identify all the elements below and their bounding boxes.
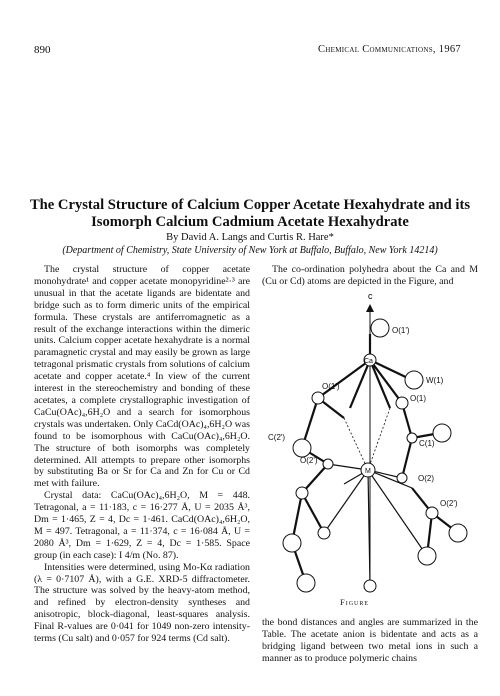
atom-o1 [396, 397, 408, 409]
label-m: M [365, 468, 371, 475]
label-o2p-right: O(2') [440, 499, 458, 508]
label-o1: O(1) [410, 394, 426, 403]
label-o1p-top: O(1') [392, 326, 410, 335]
atom-bottom-left-outer [283, 534, 301, 552]
left-column [34, 264, 250, 645]
label-o2p-left: O(2') [300, 456, 318, 465]
atom-bottom-left-o [318, 527, 330, 539]
journal-header: Chemical Communications, 1967 [318, 44, 461, 55]
article-title [20, 197, 480, 231]
atom-bottom-axis [364, 580, 376, 592]
atom-c2p-right [433, 424, 451, 442]
atom-c2p-left [293, 439, 311, 457]
label-ca: Ca [364, 358, 373, 365]
page-number: 890 [34, 44, 51, 56]
label-w1: W(1) [426, 376, 444, 385]
atom-w1 [405, 371, 423, 389]
paragraph-coordination: The co-ordination polyhedra about the Ca and M (Cu or Cd) atoms are depicted in the Figure, and [262, 264, 478, 287]
atom-bottom-right-c [426, 507, 438, 519]
right-column-top [262, 264, 478, 288]
atom-o2 [397, 473, 407, 483]
paragraph-bond-distances: the bond distances and angles are summarized in the Table. The acetate anion is bidentate and acts as a bridging ligand between two metal ions in such a manner as to produce polymeric chains [262, 617, 478, 664]
affiliation: (Department of Chemistry, State University of New York at Buffalo, Buffalo, New York 14214) [62, 245, 438, 256]
paragraph-crystal-data: Crystal data: CaCu(OAc)₄,6H₂O, M = 448. Tetragonal, a = 11·183, c = 16·277 Å, U = 2035 Å³, Dm = 1·465, Z = 4, Dc = 1·461. CaCd(OAc)₄,6H₂O, M = 497. Tetragonal, a = 11·374, c = 16·084 Å, U = 2080 Å³, Dm = 1·629, Z = 4, Dc = 1·585. Space group (in each case): I 4/m (No. 87). [34, 490, 250, 561]
c-axis-label: c [368, 291, 373, 301]
ca-bonds [318, 334, 412, 408]
label-o1p-mid: O(1') [322, 382, 340, 391]
atom-c1 [407, 433, 417, 443]
coordination-figure [262, 288, 478, 594]
label-c1: C(1) [419, 439, 435, 448]
atom-bottom-left-lowest [297, 574, 315, 592]
title-line-1: The Crystal Structure of Calcium Copper Acetate Hexahydrate and its [29, 197, 471, 213]
label-o2: O(2) [418, 474, 434, 483]
paragraph-intro: The crystal structure of copper acetate monohydrate¹ and copper acetate monopyridine²·³ are unusual in that the acetate ligands are bidentate and bridge such as to form dimeric units of the empirical formula. These crystals are antiferromagnetic as a result of the exchange interactions within the dimeric units. Calcium copper acetate hexahydrate is a normal paramagnetic crystal and may easily be grown as large tetragonal prismatic crystals from solutions of calcium acetate and copper acetate.⁴ In view of the current interest in the stereochemistry and bonding of these acetates, a complete crystallographic investigation of CaCu(OAc)₄,6H₂O and a search for isomorphous crystals was undertaken. Only CaCd(OAc)₄,6H₂O was found to be isomorphous with CaCu(OAc)₄,6H₂O. The structure of both isomorphs was completely determined. All attempts to prepare other isomorphs by substituting Ba or Sr for Ca and Zn for Cu or Cd met with failure. [34, 264, 250, 490]
paragraph-methods: Intensities were determined, using Mo-Kα radiation (λ = 0·7107 Å), with a G.E. XRD-5 diffractometer. The structure was solved by the heavy-atom method, and refined by electron-density syntheses and anisotropic, block-diagonal, least-squares analysis. Final R-values are 0·041 for 1049 non-zero intensity-terms (Cu salt) and 0·057 for 924 terms (Cd salt). [34, 561, 250, 645]
m-bonds [324, 464, 427, 586]
atom-bottom-right-o [418, 547, 436, 565]
dashed-contacts [344, 408, 390, 470]
atom-bottom-left-c [296, 487, 308, 499]
atom-o1p-mid [312, 392, 324, 404]
c-axis-arrow [366, 304, 374, 312]
title-line-2: Isomorph Calcium Cadmium Acetate Hexahydrate [91, 214, 409, 230]
right-column-bottom [262, 617, 478, 665]
label-c2p: C(2') [268, 433, 286, 442]
atom-o1p-top [371, 319, 389, 337]
atom-labels [268, 326, 458, 508]
atom-bottom-right-outer [449, 524, 467, 542]
authors: By David A. Langs and Curtis R. Hare* [166, 232, 334, 243]
atom-o2p-left [323, 459, 333, 469]
figure-caption: Figure [340, 597, 370, 607]
